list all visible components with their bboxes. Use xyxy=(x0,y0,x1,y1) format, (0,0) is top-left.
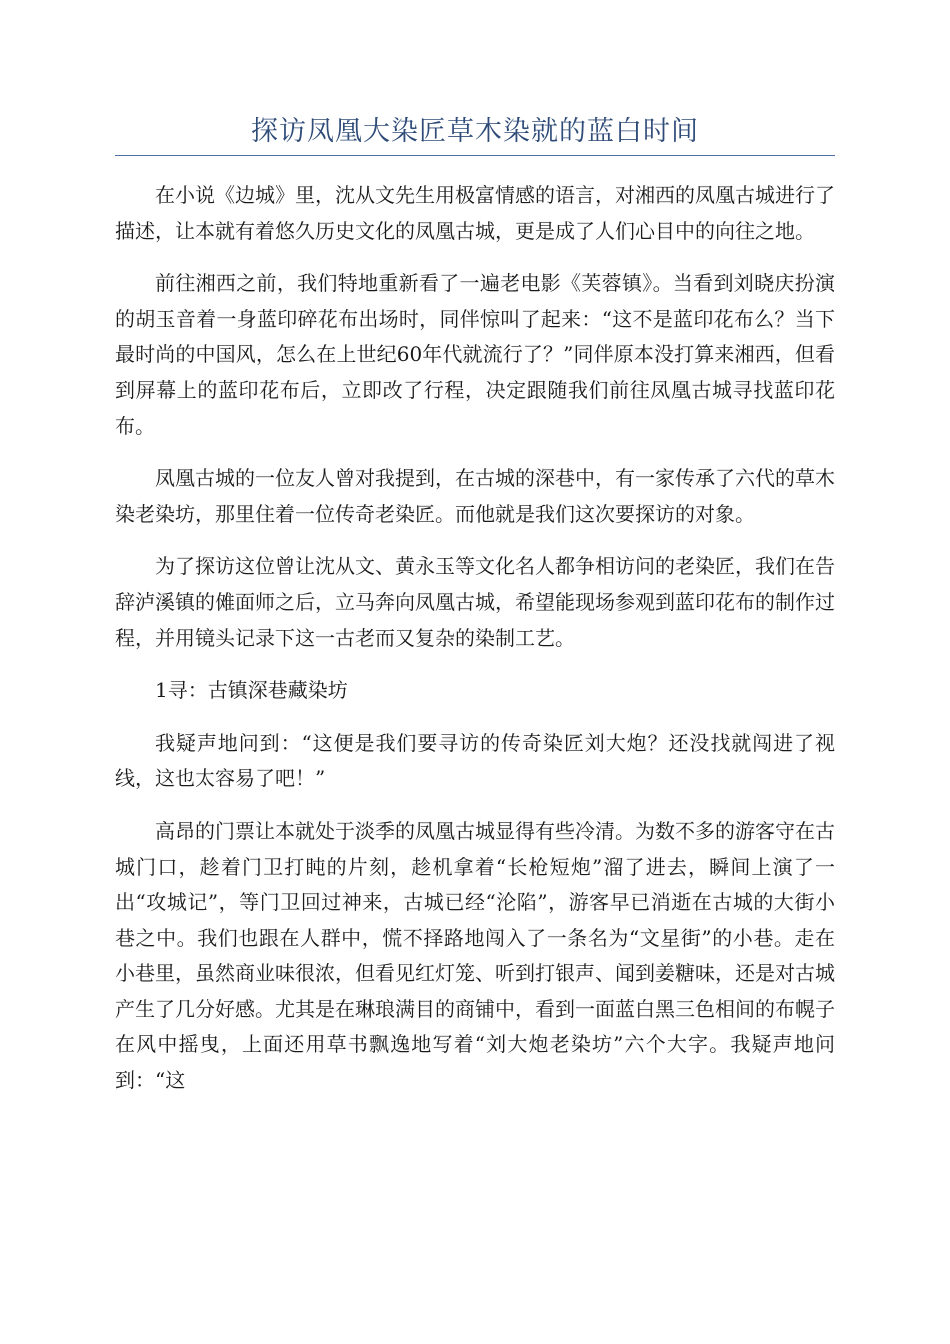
document-title: 探访凤凰大染匠草木染就的蓝白时间 xyxy=(251,116,699,147)
paragraph-1: 在小说《边城》里，沈从文先生用极富情感的语言，对湘西的凤凰古城进行了描述，让本就有着悠久历史文化的凤凰古城，更是成了人们心目中的向往之地。 xyxy=(115,183,835,243)
paragraph-3: 凤凰古城的一位友人曾对我提到，在古城的深巷中，有一家传承了六代的草木染老染坊，那里住着一位传奇老染匠。而他就是我们这次要探访的对象。 xyxy=(115,466,835,526)
paragraph-5: 我疑声地问到：“这便是我们要寻访的传奇染匠刘大炮？还没找就闯进了视线，这也太容易了吧！” xyxy=(115,730,835,791)
paragraph-6: 高昂的门票让本就处于淡季的凤凰古城显得有些冷清。为数不多的游客守在古城门口，趁着门卫打盹的片刻，趁机拿着“长枪短炮”溜了进去，瞬间上演了一出“攻城记”，等门卫回过神来，古城已经“沦陷”，游客早已消逝在古城的大街小巷之中。我们也跟在人群中，慌不择路地闯入了一条名为“文星街”的小巷。走在小巷里，虽然商业味很浓，但看见红灯笼、听到打银声、闻到姜糖味，还是对古城产生了几分好感。尤其是在琳琅满目的商铺中，看到一面蓝白黑三色相间的布幌子在风中摇曳，上面还用草书飘逸地写着“刘大炮老染坊”六个大字。我疑声地问到：“这 xyxy=(115,818,835,1093)
document-body xyxy=(115,178,835,1116)
section-heading: 1寻：古镇深巷藏染坊 xyxy=(155,678,348,703)
title-underline xyxy=(115,155,835,156)
paragraph-4: 为了探访这位曾让沈从文、黄永玉等文化名人都争相访问的老染匠，我们在告辞泸溪镇的傩面师之后，立马奔向凤凰古城，希望能现场参观到蓝印花布的制作过程，并用镜头记录下这一古老而又复杂的染制工艺。 xyxy=(115,554,835,650)
paragraph-2: 前往湘西之前，我们特地重新看了一遍老电影《芙蓉镇》。当看到刘晓庆扮演的胡玉音着一身蓝印碎花布出场时，同伴惊叫了起来：“这不是蓝印花布么？当下最时尚的中国风，怎么在上世纪60年代就流行了？”同伴原本没打算来湘西，但看到屏幕上的蓝印花布后，立即改了行程，决定跟随我们前往凤凰古城寻找蓝印花布。 xyxy=(115,271,835,438)
